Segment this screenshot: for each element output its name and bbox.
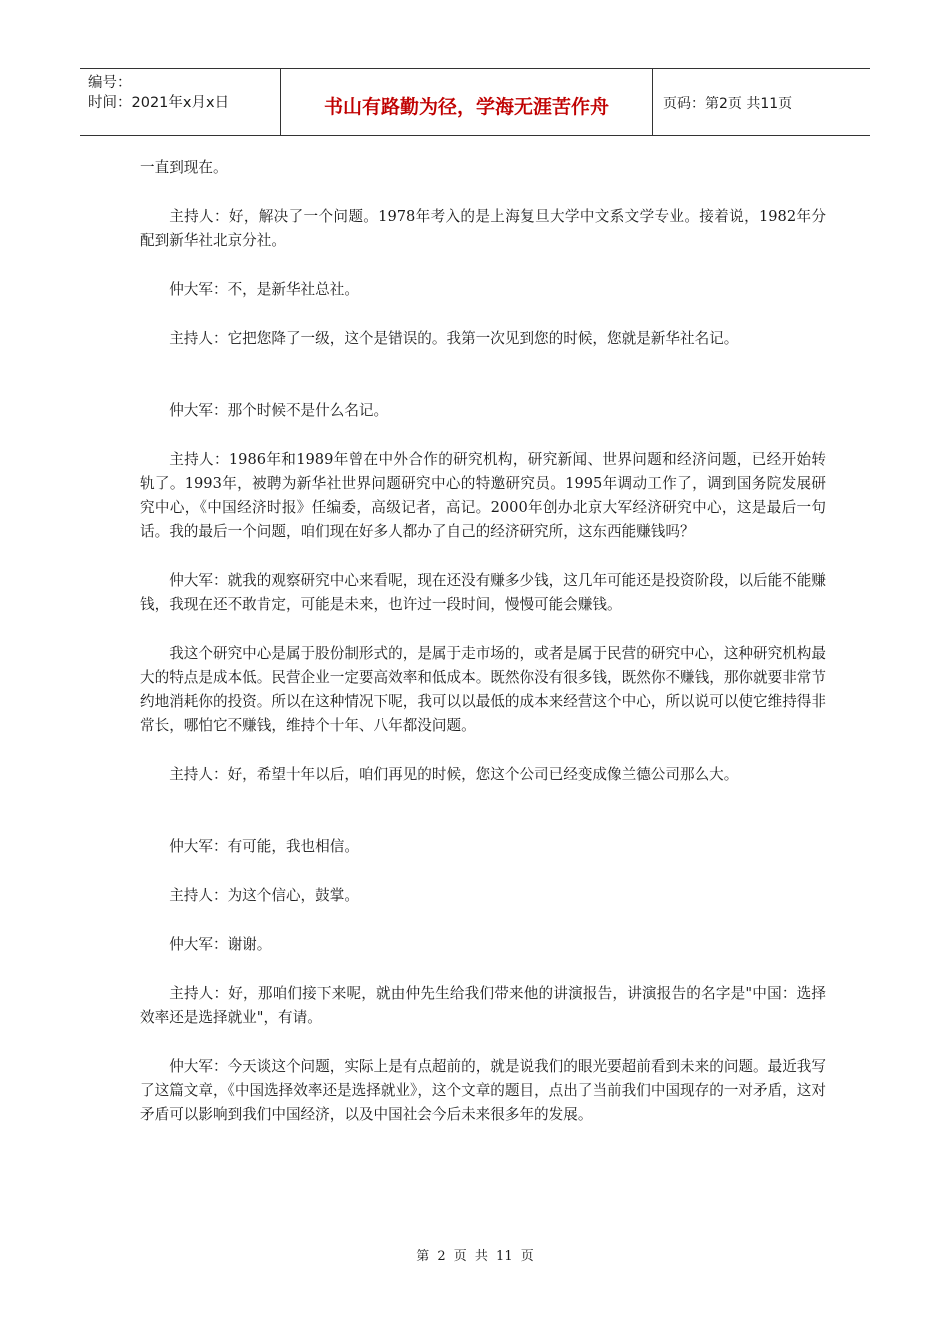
- paragraph: 我这个研究中心是属于股份制形式的，是属于走市场的，或者是属于民营的研究中心，这种研究机构最大的特点是成本低。民营企业一定要高效率和低成本。既然你没有很多钱，既然你不赚钱，那你就要非常节约地消耗你的投资。所以在这种情况下呢，我可以以最低的成本来经营这个中心，所以说可以使它维持得非常长，哪怕它不赚钱，维持个十年、八年都没问题。: [140, 645, 826, 734]
- paragraph: 主持人：好，那咱们接下来呢，就由仲先生给我们带来他的讲演报告，讲演报告的名字是"中国：选择效率还是选择就业"，有请。: [140, 985, 826, 1026]
- time-label: 时间：2021年x月x日: [88, 95, 230, 111]
- page-footer: 第 2 页 共 11 页: [416, 1249, 534, 1264]
- document-body: [140, 156, 826, 1152]
- paragraph: 仲大军：有可能，我也相信。: [169, 838, 359, 855]
- header-page-info: 页码：第2页 共11页: [663, 96, 793, 112]
- page-header: [80, 68, 870, 136]
- code-label: 编号：: [88, 75, 132, 91]
- paragraph: 主持人：好，希望十年以后，咱们再见的时候，您这个公司已经变成像兰德公司那么大。: [169, 766, 739, 783]
- paragraph: 主持人：1986年和1989年曾在中外合作的研究机构，研究新闻、世界问题和经济问题，已经开始转轨了。1993年，被聘为新华社世界问题研究中心的特邀研究员。1995年调动工作了，调到国务院发展研究中心，《中国经济时报》任编委，高级记者，高记。2000年创办北京大军经济研究中心，这是最后一句话。我的最后一个问题，咱们现在好多人都办了自己的经济研究所，这东西能赚钱吗？: [140, 451, 826, 540]
- header-meta: [80, 69, 281, 135]
- paragraph: 一直到现在。: [140, 159, 228, 176]
- paragraph: 仲大军：就我的观察研究中心来看呢，现在还没有赚多少钱，这几年可能还是投资阶段，以后能不能赚钱，我现在还不敢肯定，可能是未来，也许过一段时间，慢慢可能会赚钱。: [140, 572, 826, 613]
- paragraph: 主持人：好，解决了一个问题。1978年考入的是上海复旦大学中文系文学专业。接着说，1982年分配到新华社北京分社。: [140, 208, 826, 249]
- paragraph: 主持人：它把您降了一级，这个是错误的。我第一次见到您的时候，您就是新华社名记。: [169, 330, 739, 347]
- paragraph: 仲大军：谢谢。: [169, 936, 272, 953]
- paragraph: 仲大军：今天谈这个问题，实际上是有点超前的，就是说我们的眼光要超前看到未来的问题。最近我写了这篇文章，《中国选择效率还是选择就业》，这个文章的题目，点出了当前我们中国现存的一对矛盾，这对矛盾可以影响到我们中国经济，以及中国社会今后未来很多年的发展。: [140, 1058, 826, 1123]
- header-motto: 书山有路勤为径，学海无涯苦作舟: [281, 69, 653, 135]
- paragraph: 仲大军：不，是新华社总社。: [169, 281, 359, 298]
- paragraph: 仲大军：那个时候不是什么名记。: [169, 402, 389, 419]
- paragraph: 主持人：为这个信心，鼓掌。: [169, 887, 359, 904]
